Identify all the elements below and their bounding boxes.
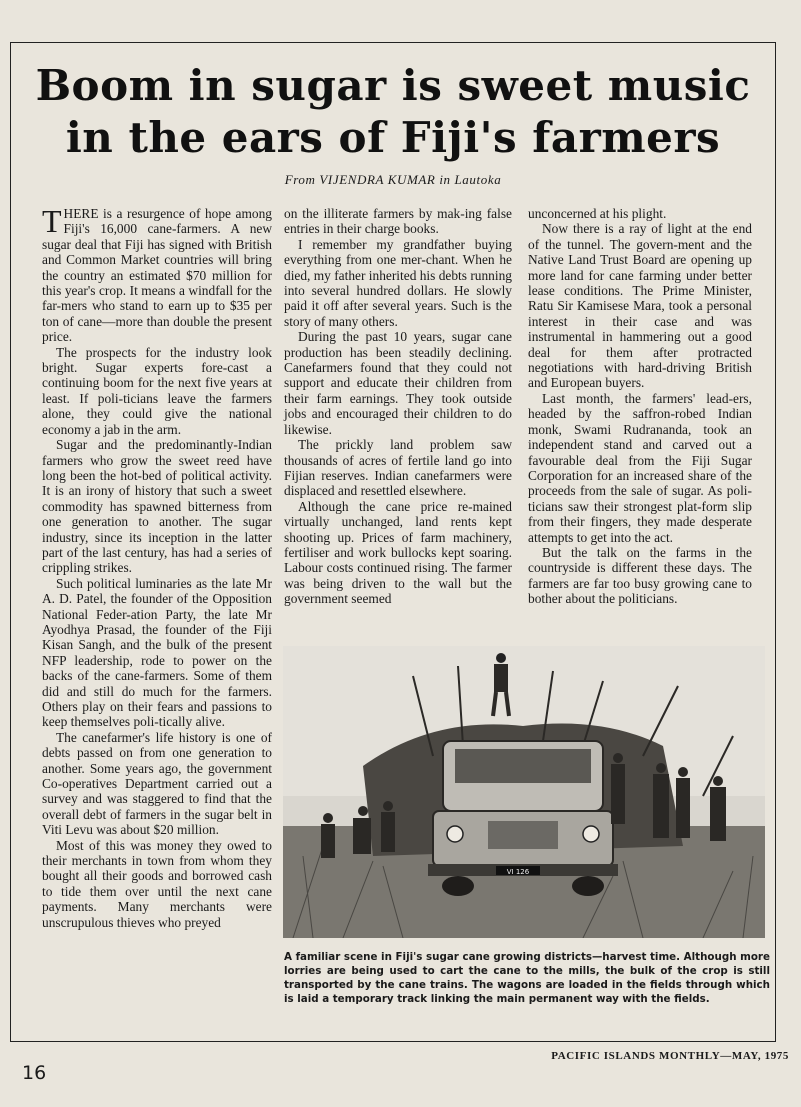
headline-line-2: in the ears of Fiji's farmers bbox=[65, 113, 721, 162]
drop-cap: T bbox=[42, 203, 62, 239]
paragraph: Now there is a ray of light at the end of the tunnel. The govern-ment and the Native Land Trust Board are opening up more land for cane farming under better lease conditions. The Prime Minister, Ratu Sir Kamisese Mara, took a personal interest in their case and was instrumental in hammering out a good deal for them after protracted negotiations with hard-driving British and European buyers. bbox=[528, 221, 752, 391]
paragraph: But the talk on the farms in the countryside is different these days. The farmers are far too busy growing cane to bother about the politicians. bbox=[528, 544, 752, 607]
harvest-photo bbox=[283, 646, 765, 938]
paragraph: Although the cane price re-mained virtually unchanged, land rents kept shooting up. Prices of farm machinery, fertiliser and work bullocks kept soaring. Labour costs continued rising. The farmer was being driven to the wall but the government seemed bbox=[284, 498, 512, 607]
byline: From VIJENDRA KUMAR in Lautoka bbox=[284, 172, 502, 187]
paragraph: on the illiterate farmers by mak-ing false entries in their charge books. bbox=[284, 206, 512, 237]
paragraph: The prickly land problem saw thousands of acres of fertile land go into Fijian reserves. Indian canefarmers were displaced and resettled elsewhere. bbox=[284, 437, 512, 499]
page-number: 16 bbox=[22, 1062, 47, 1084]
paragraph-text: HERE is a resurgence of hope among Fiji's 16,000 cane-farmers. A new sugar deal that Fiji has signed with British and Common Market countries will bring the country an estimated $70 million for this year's crop. It means a windfall for the far-mers who stand to earn up to $35 per ton of cane—more than double the present price. bbox=[42, 206, 272, 345]
paragraph: The canefarmer's life history is one of debts passed on from one generation to another. Some years ago, the government Co-operatives Department carried out a survey and was staggered to find that the overall debt of farmers in the sugar belt in Viti Levu was about $20 million. bbox=[42, 729, 272, 838]
paragraph bbox=[42, 203, 272, 345]
paragraph: Such political luminaries as the late Mr A. D. Patel, the founder of the Opposition National Feder-ation Party, the late Mr Ayodhya Prasad, the founder of the Fiji Kisan Sangh, and the bulk of the present NFP leadership, rode to power on the backs of the cane-farmers. Some of them did and still do much for the farmers. Others play on their fears and passions to keep themselves poli-tically alive. bbox=[42, 575, 272, 730]
article-column-1 bbox=[42, 203, 272, 930]
headline-line-1: Boom in sugar is sweet music bbox=[35, 61, 751, 110]
photo-caption: A familiar scene in Fiji's sugar cane growing districts—harvest time. Although more lorries are being used to cart the cane to the mills, the bulk of the crop is still transported by the cane trains. The wagons are loaded in the fields through which is laid a temporary track linking the main permanent way with the fields. bbox=[284, 951, 770, 1005]
paragraph: Sugar and the predominantly-Indian farmers who grow the sweet reed have long been the hot-bed of political activity. It is an irony of history that such a sweet commodity has spawned bitterness from one generation to another. The sugar industry, since its inception in the latter part of the last century, has had a series of crippling strikes. bbox=[42, 437, 272, 576]
license-plate: VI 126 bbox=[506, 868, 530, 876]
article-column-2 bbox=[284, 206, 512, 607]
paragraph: I remember my grandfather buying everything from one mer-chant. When he died, my father inherited his debts running into several hundred dollars. He slowly paid it off after several years. Such is the story of many others. bbox=[284, 236, 512, 329]
paragraph: Last month, the farmers' lead-ers, headed by the saffron-robed Indian monk, Swami Rudrananda, took an independent stand and carved out a favourable deal from the Fiji Sugar Corporation for an increased share of the proceeds from the sale of sugar. As poli-ticians saw their strongest plat-form slip from their fingers, they made desperate attempts to get into the act. bbox=[528, 390, 752, 545]
paragraph: Most of this was money they owed to their merchants in town from whom they bought all their goods and borrowed cash to tide them over until the next cane payments. Many merchants were unscrupulous thieves who preyed bbox=[42, 837, 272, 930]
article-column-3 bbox=[528, 206, 752, 607]
paragraph: During the past 10 years, sugar cane production has been steadily declining. Canefarmers found that they could not support and educate their children from their farm earnings. They took outside jobs and encouraged their children to do likewise. bbox=[284, 329, 512, 437]
paragraph: The prospects for the industry look bright. Sugar experts fore-cast a continuing boom for the next five years at least. If poli-ticians leave the farmers alone, they could give the national economy a jab in the arm. bbox=[42, 344, 272, 437]
paragraph: unconcerned at his plight. bbox=[528, 206, 667, 221]
publication-footer: PACIFIC ISLANDS MONTHLY—MAY, 1975 bbox=[551, 1050, 789, 1062]
